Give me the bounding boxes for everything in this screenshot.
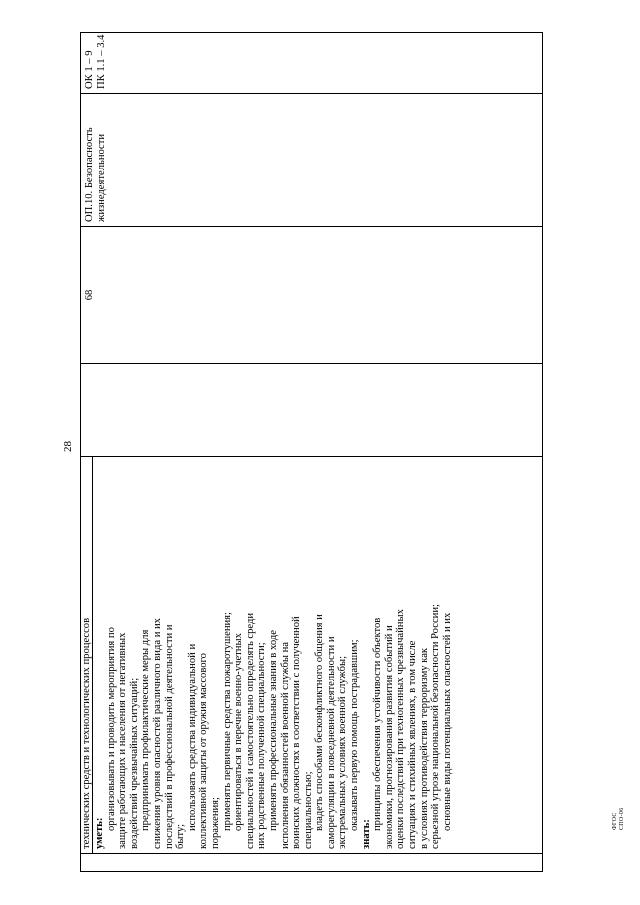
skill-line: применять профессиональные знания в ходе xyxy=(267,630,279,831)
professional-competencies: ПК 1.1 – 3.4 xyxy=(95,34,107,89)
skills-top-row: технических средств и технологических процессов xyxy=(81,457,93,853)
skill-line: принципы обеспечения устойчивости объектов xyxy=(372,617,384,831)
skill-line: экстремальных условиях военной службы; xyxy=(337,655,349,849)
discipline-column xyxy=(81,93,542,226)
footer-code: ФГОС СПО-06 xyxy=(612,807,625,830)
discipline-title: ОП.10. Безопасность xyxy=(84,127,95,222)
skill-line: поражения; xyxy=(209,796,221,849)
skill-line: владеть способами бесконфликтного общения и xyxy=(314,614,326,831)
standards-table xyxy=(80,32,543,872)
hours-column xyxy=(81,226,542,363)
page-number: 28 xyxy=(62,441,74,452)
skill-line: воинских должностях в соответствии с полученной xyxy=(291,616,303,849)
section-heading: уметь: xyxy=(94,817,105,849)
skill-line: в условиях противодействия терроризму как xyxy=(418,647,430,849)
skill-line: оказывать первую помощь пострадавшим; xyxy=(349,639,361,831)
standards-table-area xyxy=(80,32,543,872)
skill-line: снижения уровня опасностей различного вида и их xyxy=(151,618,163,849)
competencies-column xyxy=(81,33,542,93)
index-column xyxy=(81,853,542,871)
skill-line: специальностей и самостоятельно определять среди xyxy=(244,612,256,849)
section-heading: знать: xyxy=(360,819,372,849)
skill-line: быту; xyxy=(175,823,187,849)
skill-line: коллективной защиты от оружия массового xyxy=(198,653,210,849)
hours-value: 68 xyxy=(84,289,95,301)
skill-line: предпринимать профилактические меры для xyxy=(140,629,152,831)
skill-line: серьезной угрозе национальной безопасности России; xyxy=(430,604,442,849)
skill-line: специальностью; xyxy=(302,771,314,849)
skill-line: оценки последствий при техногенных чрезвычайных xyxy=(395,609,407,849)
skill-line: экономики, прогнозирования развития событий и xyxy=(383,625,395,849)
skill-line: воздействий чрезвычайных ситуаций; xyxy=(128,677,140,849)
skill-line: них родственные полученной специальности; xyxy=(256,642,268,849)
skill-line: ситуациях и стихийных явлениях, в том числе xyxy=(407,640,419,849)
skill-line: применять первичные средства пожаротушения; xyxy=(221,612,233,831)
max-load-column xyxy=(81,363,542,456)
general-competencies: ОК 1 – 9 xyxy=(84,50,95,89)
skill-line: последствий в профессиональной деятельности и xyxy=(163,624,175,849)
skill-line: использовать средства индивидуальной и xyxy=(186,643,198,831)
skill-line: саморегуляции в повседневной деятельности и xyxy=(325,636,337,849)
skill-line: исполнения обязанностей военной службы на xyxy=(279,641,291,849)
skill-line: защите работающих и населения от негативных xyxy=(117,632,129,849)
skill-line: ориентироваться в перечне военно-учетных xyxy=(233,633,245,831)
skills-body xyxy=(93,457,453,853)
skill-line: основные виды потенциальных опасностей и их xyxy=(441,612,453,831)
discipline-title-cont: жизнедеятельности xyxy=(95,133,107,222)
skills-knowledge-column xyxy=(81,456,542,853)
skill-line: организовывать и проводить мероприятия по xyxy=(105,627,117,831)
